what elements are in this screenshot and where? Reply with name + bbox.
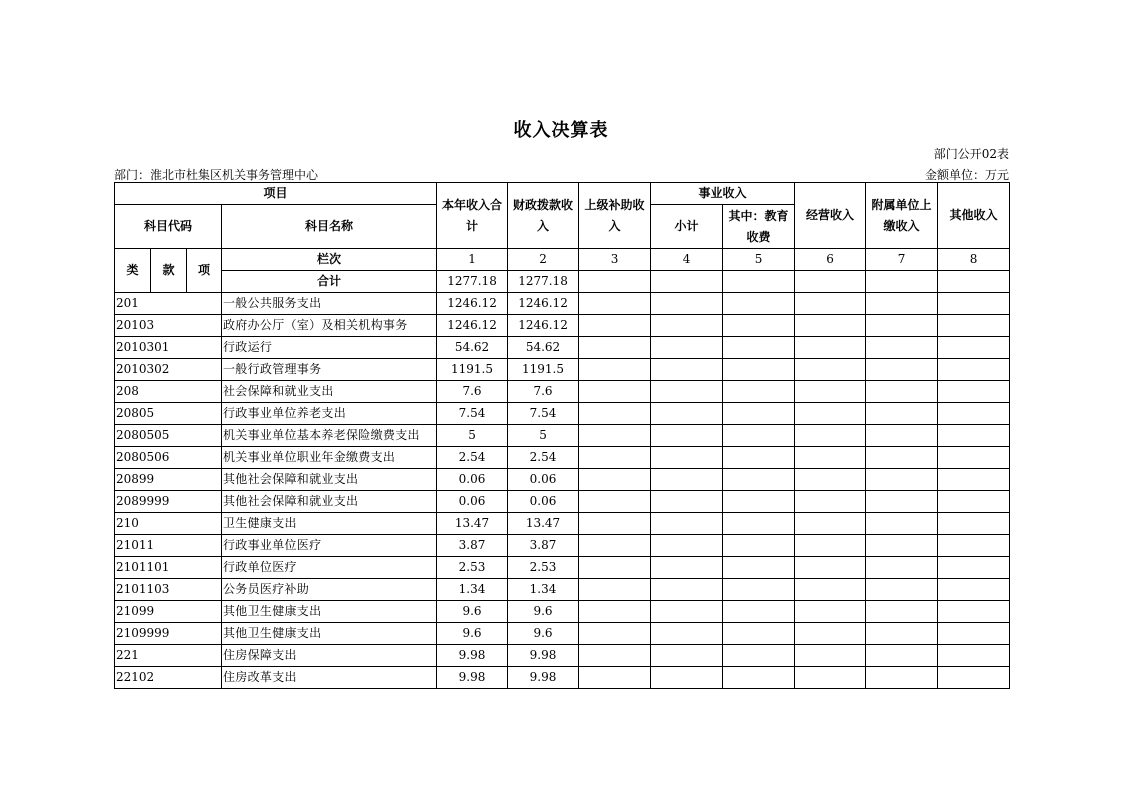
empty-cell <box>651 579 723 601</box>
subject-name: 行政事业单位医疗 <box>222 535 437 557</box>
empty-cell <box>938 403 1010 425</box>
empty-cell <box>723 425 795 447</box>
empty-cell <box>579 557 651 579</box>
subject-code: 201 <box>115 293 222 315</box>
subject-name: 其他卫生健康支出 <box>222 623 437 645</box>
subject-code: 2101101 <box>115 557 222 579</box>
total-income-value: 9.98 <box>437 667 508 689</box>
empty-cell <box>866 293 938 315</box>
fiscal-appropriation-value: 1.34 <box>508 579 579 601</box>
empty-cell <box>579 579 651 601</box>
sum-label: 合计 <box>222 271 437 293</box>
subject-name: 政府办公厅（室）及相关机构事务 <box>222 315 437 337</box>
empty-cell <box>723 513 795 535</box>
empty-cell <box>651 315 723 337</box>
header-kuan: 款 <box>151 249 187 293</box>
column-number: 8 <box>938 249 1010 271</box>
subject-code: 2010301 <box>115 337 222 359</box>
empty-cell <box>651 403 723 425</box>
header-column-no: 栏次 <box>222 249 437 271</box>
column-number: 2 <box>508 249 579 271</box>
empty-cell <box>579 403 651 425</box>
empty-cell <box>938 601 1010 623</box>
subject-code: 22102 <box>115 667 222 689</box>
table-row <box>115 447 1010 469</box>
empty-cell <box>795 491 866 513</box>
empty-cell <box>651 359 723 381</box>
subject-name: 一般行政管理事务 <box>222 359 437 381</box>
total-income-value: 7.54 <box>437 403 508 425</box>
total-income-value: 1246.12 <box>437 293 508 315</box>
empty-cell <box>651 381 723 403</box>
header-superior-subsidy: 上级补助收入 <box>579 183 651 249</box>
empty-cell <box>651 667 723 689</box>
fiscal-appropriation-value: 2.54 <box>508 447 579 469</box>
empty-cell <box>866 403 938 425</box>
empty-cell <box>795 513 866 535</box>
header-subject-code: 科目代码 <box>115 205 222 249</box>
fiscal-appropriation-value: 0.06 <box>508 469 579 491</box>
empty-cell <box>651 469 723 491</box>
empty-cell <box>723 337 795 359</box>
header-lei: 类 <box>115 249 151 293</box>
empty-cell <box>579 359 651 381</box>
empty-cell <box>651 491 723 513</box>
empty-cell <box>795 425 866 447</box>
empty-cell <box>795 337 866 359</box>
subject-name: 一般公共服务支出 <box>222 293 437 315</box>
empty-cell <box>795 623 866 645</box>
subject-name: 机关事业单位基本养老保险缴费支出 <box>222 425 437 447</box>
total-income-value: 5 <box>437 425 508 447</box>
fiscal-appropriation-value: 3.87 <box>508 535 579 557</box>
empty-cell <box>795 447 866 469</box>
empty-cell <box>938 623 1010 645</box>
subject-name: 行政事业单位养老支出 <box>222 403 437 425</box>
table-row <box>115 601 1010 623</box>
header-subtotal: 小计 <box>651 205 723 249</box>
header-item: 项目 <box>115 183 437 205</box>
empty-cell <box>579 513 651 535</box>
empty-cell <box>938 557 1010 579</box>
empty-cell <box>723 667 795 689</box>
column-number: 7 <box>866 249 938 271</box>
department-label: 部门：淮北市杜集区机关事务管理中心 <box>114 168 319 182</box>
fiscal-appropriation-value: 1191.5 <box>508 359 579 381</box>
empty-cell <box>723 579 795 601</box>
empty-cell <box>651 337 723 359</box>
table-row <box>115 315 1010 337</box>
empty-cell <box>651 513 723 535</box>
table-row <box>115 667 1010 689</box>
subject-code: 208 <box>115 381 222 403</box>
subject-code: 2010302 <box>115 359 222 381</box>
subject-name: 住房改革支出 <box>222 667 437 689</box>
empty-cell <box>866 513 938 535</box>
total-income-value: 54.62 <box>437 337 508 359</box>
empty-cell <box>866 601 938 623</box>
column-number: 5 <box>723 249 795 271</box>
empty-cell <box>579 447 651 469</box>
subject-name: 卫生健康支出 <box>222 513 437 535</box>
income-table <box>114 182 1010 689</box>
subject-name: 机关事业单位职业年金缴费支出 <box>222 447 437 469</box>
subject-code: 21011 <box>115 535 222 557</box>
empty-cell <box>579 425 651 447</box>
table-row <box>115 337 1010 359</box>
subject-name: 其他卫生健康支出 <box>222 601 437 623</box>
table-row <box>115 513 1010 535</box>
subject-code: 2080506 <box>115 447 222 469</box>
header-total-income: 本年收入合计 <box>437 183 508 249</box>
subject-code: 20805 <box>115 403 222 425</box>
empty-cell <box>579 645 651 667</box>
header-subject-name: 科目名称 <box>222 205 437 249</box>
subject-code: 221 <box>115 645 222 667</box>
header-business-income: 事业收入 <box>651 183 795 205</box>
empty-cell <box>938 469 1010 491</box>
empty-cell <box>938 513 1010 535</box>
empty-cell <box>723 315 795 337</box>
empty-cell <box>651 293 723 315</box>
header-other-income: 其他收入 <box>938 183 1010 249</box>
empty-cell <box>579 535 651 557</box>
empty-cell <box>866 359 938 381</box>
column-number: 4 <box>651 249 723 271</box>
empty-cell <box>651 425 723 447</box>
empty-cell <box>579 381 651 403</box>
header-education-fee: 其中：教育收费 <box>723 205 795 249</box>
empty-cell <box>795 469 866 491</box>
column-number: 6 <box>795 249 866 271</box>
column-number: 3 <box>579 249 651 271</box>
fiscal-appropriation-value: 13.47 <box>508 513 579 535</box>
empty-cell <box>579 601 651 623</box>
fiscal-appropriation-value: 9.6 <box>508 623 579 645</box>
table-row <box>115 579 1010 601</box>
table-row <box>115 359 1010 381</box>
subject-code: 2089999 <box>115 491 222 513</box>
empty-cell <box>723 381 795 403</box>
empty-cell <box>579 293 651 315</box>
header-fiscal-appropriation: 财政拨款收入 <box>508 183 579 249</box>
empty-cell <box>723 557 795 579</box>
table-row <box>115 293 1010 315</box>
empty-cell <box>795 535 866 557</box>
subject-name: 公务员医疗补助 <box>222 579 437 601</box>
column-number: 1 <box>437 249 508 271</box>
empty-cell <box>795 293 866 315</box>
empty-cell <box>938 447 1010 469</box>
empty-cell <box>579 337 651 359</box>
total-income-value: 13.47 <box>437 513 508 535</box>
table-row <box>115 535 1010 557</box>
subject-name: 社会保障和就业支出 <box>222 381 437 403</box>
empty-cell <box>651 601 723 623</box>
empty-cell <box>866 557 938 579</box>
fiscal-appropriation-value: 9.98 <box>508 667 579 689</box>
fiscal-appropriation-value: 1246.12 <box>508 315 579 337</box>
sum-total-income: 1277.18 <box>437 271 508 293</box>
empty-cell <box>651 535 723 557</box>
empty-cell <box>723 359 795 381</box>
subject-code: 21099 <box>115 601 222 623</box>
subject-code: 2101103 <box>115 579 222 601</box>
total-income-value: 9.98 <box>437 645 508 667</box>
empty-cell <box>723 447 795 469</box>
empty-cell <box>866 381 938 403</box>
empty-cell <box>795 315 866 337</box>
subject-name: 其他社会保障和就业支出 <box>222 469 437 491</box>
empty-cell <box>938 667 1010 689</box>
empty-cell <box>723 535 795 557</box>
subject-name: 行政运行 <box>222 337 437 359</box>
subject-code: 2109999 <box>115 623 222 645</box>
empty-cell <box>723 469 795 491</box>
empty-cell <box>795 601 866 623</box>
total-income-value: 1246.12 <box>437 315 508 337</box>
empty-cell <box>866 645 938 667</box>
empty-cell <box>866 425 938 447</box>
sum-fiscal-appropriation: 1277.18 <box>508 271 579 293</box>
empty-cell <box>795 667 866 689</box>
subject-name: 行政单位医疗 <box>222 557 437 579</box>
total-income-value: 1191.5 <box>437 359 508 381</box>
empty-cell <box>866 315 938 337</box>
empty-cell <box>579 623 651 645</box>
empty-cell <box>723 623 795 645</box>
empty-cell <box>795 579 866 601</box>
subject-code: 2080505 <box>115 425 222 447</box>
table-row <box>115 425 1010 447</box>
empty-cell <box>866 535 938 557</box>
empty-cell <box>938 337 1010 359</box>
fiscal-appropriation-value: 7.6 <box>508 381 579 403</box>
header-operating-income: 经营收入 <box>795 183 866 249</box>
empty-cell <box>866 447 938 469</box>
empty-cell <box>579 315 651 337</box>
table-row <box>115 645 1010 667</box>
table-row <box>115 403 1010 425</box>
total-income-value: 1.34 <box>437 579 508 601</box>
empty-cell <box>579 667 651 689</box>
empty-cell <box>723 601 795 623</box>
fiscal-appropriation-value: 2.53 <box>508 557 579 579</box>
data-rows <box>115 293 1010 689</box>
empty-cell <box>938 293 1010 315</box>
empty-cell <box>651 645 723 667</box>
fiscal-appropriation-value: 7.54 <box>508 403 579 425</box>
empty-cell <box>938 425 1010 447</box>
empty-cell <box>866 579 938 601</box>
table-row <box>115 623 1010 645</box>
fiscal-appropriation-value: 0.06 <box>508 491 579 513</box>
fiscal-appropriation-value: 5 <box>508 425 579 447</box>
empty-cell <box>723 645 795 667</box>
empty-cell <box>795 403 866 425</box>
total-income-value: 0.06 <box>437 491 508 513</box>
empty-cell <box>795 645 866 667</box>
header-xiang: 项 <box>187 249 222 293</box>
form-number: 部门公开02表 <box>933 147 1009 161</box>
empty-cell <box>866 623 938 645</box>
empty-cell <box>938 579 1010 601</box>
empty-cell <box>723 403 795 425</box>
empty-cell <box>938 315 1010 337</box>
fiscal-appropriation-value: 9.98 <box>508 645 579 667</box>
empty-cell <box>579 469 651 491</box>
empty-cell <box>938 359 1010 381</box>
empty-cell <box>866 337 938 359</box>
total-income-value: 2.54 <box>437 447 508 469</box>
total-income-value: 3.87 <box>437 535 508 557</box>
subject-name: 住房保障支出 <box>222 645 437 667</box>
empty-cell <box>723 293 795 315</box>
empty-cell <box>938 645 1010 667</box>
total-income-value: 9.6 <box>437 623 508 645</box>
empty-cell <box>938 381 1010 403</box>
empty-cell <box>651 447 723 469</box>
subject-code: 20103 <box>115 315 222 337</box>
empty-cell <box>579 491 651 513</box>
subject-name: 其他社会保障和就业支出 <box>222 491 437 513</box>
total-income-value: 9.6 <box>437 601 508 623</box>
fiscal-appropriation-value: 9.6 <box>508 601 579 623</box>
empty-cell <box>795 557 866 579</box>
fiscal-appropriation-value: 1246.12 <box>508 293 579 315</box>
empty-cell <box>866 667 938 689</box>
empty-cell <box>651 623 723 645</box>
table-row <box>115 381 1010 403</box>
table-row <box>115 469 1010 491</box>
empty-cell <box>938 491 1010 513</box>
table-row <box>115 491 1010 513</box>
total-income-value: 7.6 <box>437 381 508 403</box>
empty-cell <box>938 535 1010 557</box>
empty-cell <box>795 359 866 381</box>
subject-code: 210 <box>115 513 222 535</box>
header-affiliated-income: 附属单位上缴收入 <box>866 183 938 249</box>
empty-cell <box>866 469 938 491</box>
empty-cell <box>795 381 866 403</box>
fiscal-appropriation-value: 54.62 <box>508 337 579 359</box>
empty-cell <box>651 557 723 579</box>
total-income-value: 2.53 <box>437 557 508 579</box>
empty-cell <box>866 491 938 513</box>
empty-cell <box>723 491 795 513</box>
report-title: 收入决算表 <box>513 120 609 141</box>
total-income-value: 0.06 <box>437 469 508 491</box>
subject-code: 20899 <box>115 469 222 491</box>
amount-unit-label: 金额单位：万元 <box>924 168 1009 182</box>
table-row <box>115 557 1010 579</box>
